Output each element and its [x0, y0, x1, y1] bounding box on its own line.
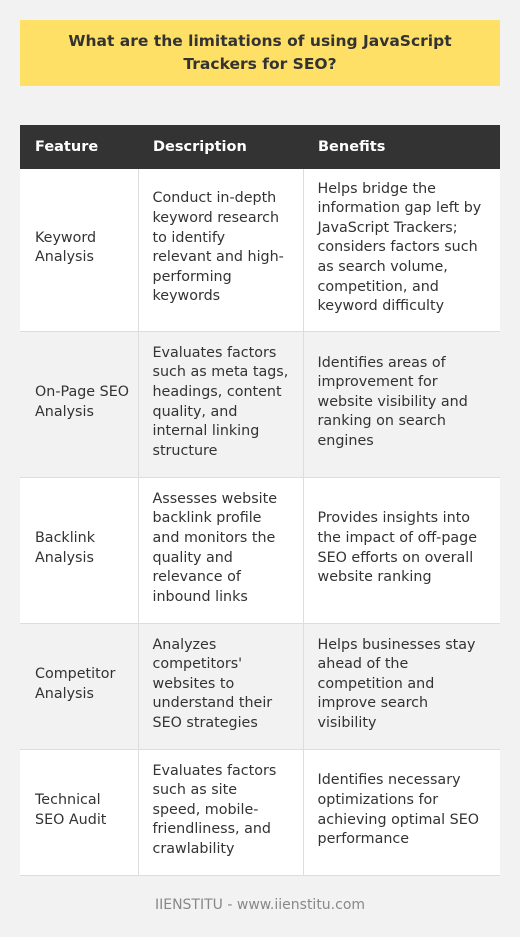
cell-benefits: Provides insights into the impact of off-page SEO efforts on overall website ranking	[303, 477, 500, 623]
cell-description: Assesses website backlink profile and monitors the quality and relevance of inbound links	[138, 477, 303, 623]
cell-benefits: Helps businesses stay ahead of the competition and improve search visibility	[303, 623, 500, 749]
cell-benefits: Identifies necessary optimizations for achieving optimal SEO performance	[303, 749, 500, 875]
table-row	[20, 477, 500, 623]
page-title: What are the limitations of using JavaScript Trackers for SEO?	[68, 32, 452, 73]
cell-description: Analyzes competitors' websites to understand their SEO strategies	[138, 623, 303, 749]
table-row	[20, 169, 500, 331]
cell-benefits: Helps bridge the information gap left by JavaScript Trackers; considers factors such as search volume, competition, and keyword difficulty	[303, 169, 500, 331]
header-benefits: Benefits	[303, 125, 500, 169]
table-row	[20, 749, 500, 875]
cell-description: Evaluates factors such as site speed, mobile-friendliness, and crawlability	[138, 749, 303, 875]
feature-table	[20, 125, 500, 876]
cell-benefits: Identifies areas of improvement for website visibility and ranking on search engines	[303, 331, 500, 477]
footer-credit: IIENSTITU - www.iienstitu.com	[154, 897, 366, 913]
title-banner	[20, 20, 500, 86]
cell-description: Conduct in-depth keyword research to identify relevant and high-performing keywords	[138, 169, 303, 331]
cell-feature: Competitor Analysis	[20, 623, 138, 749]
cell-feature: Technical SEO Audit	[20, 749, 138, 875]
cell-description: Evaluates factors such as meta tags, headings, content quality, and internal linking structure	[138, 331, 303, 477]
table-header-row	[20, 125, 500, 169]
table-row	[20, 623, 500, 749]
header-feature: Feature	[20, 125, 138, 169]
cell-feature: On-Page SEO Analysis	[20, 331, 138, 477]
header-description: Description	[138, 125, 303, 169]
table-row	[20, 331, 500, 477]
cell-feature: Keyword Analysis	[20, 169, 138, 331]
cell-feature: Backlink Analysis	[20, 477, 138, 623]
